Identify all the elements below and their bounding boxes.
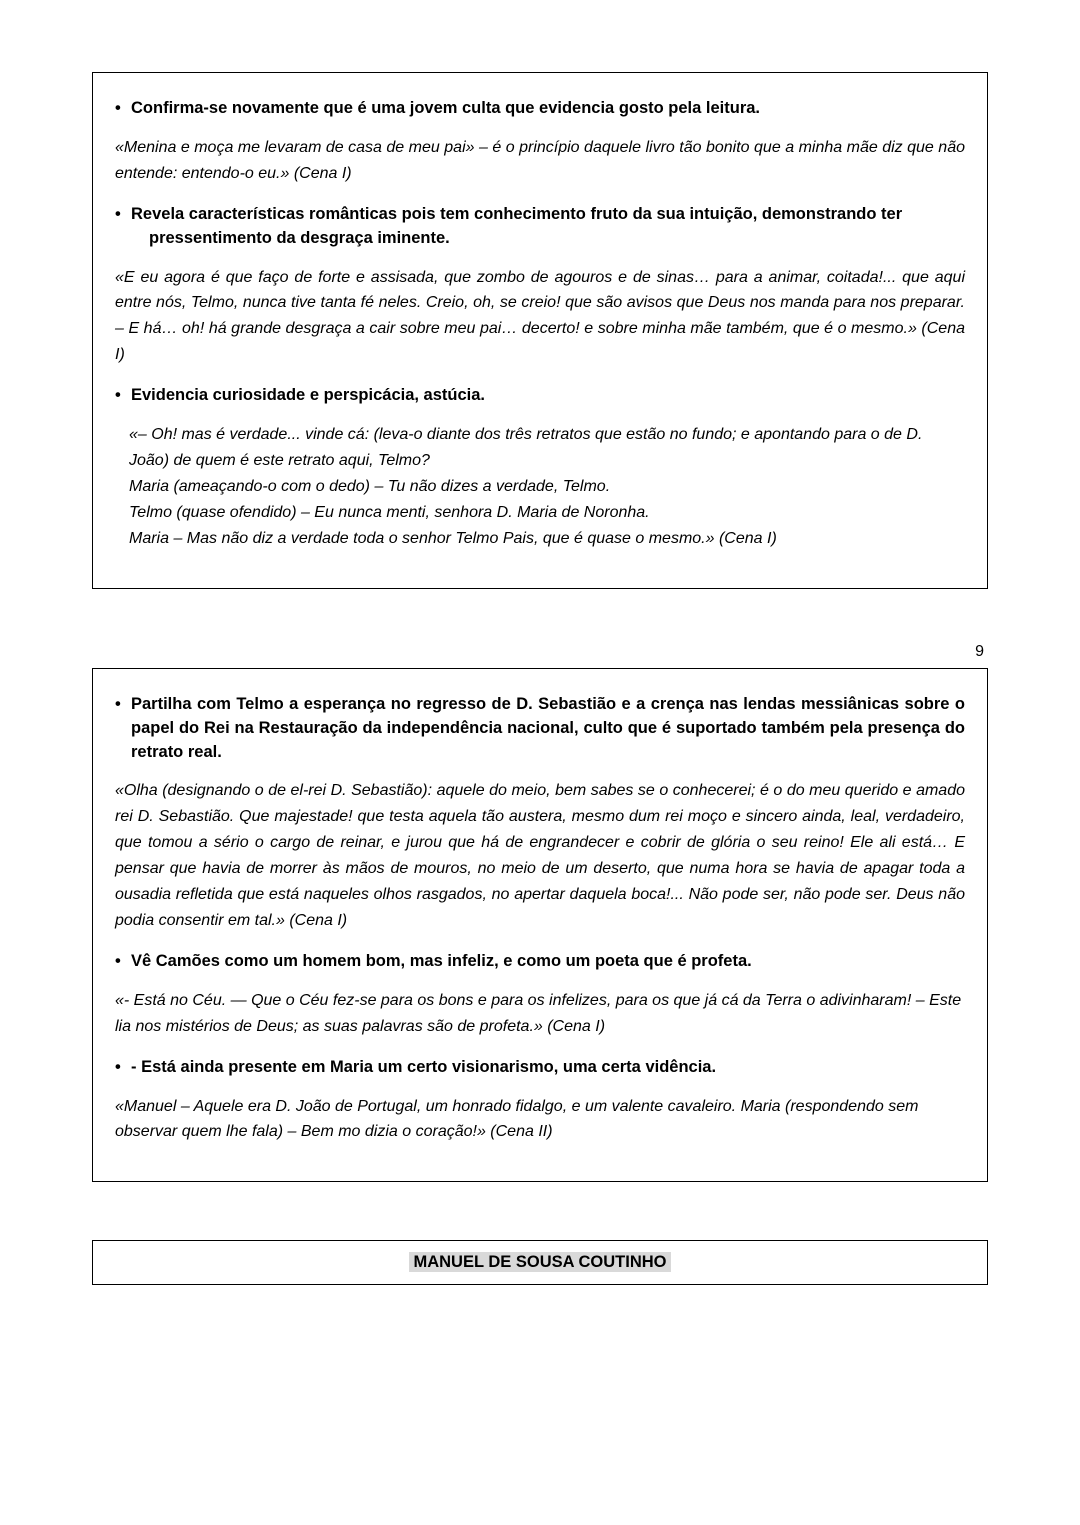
footer-box: [92, 1240, 988, 1285]
bullet-item: [115, 384, 965, 408]
quote-dialogue: [129, 422, 965, 552]
quote-text: «Menina e moça me levaram de casa de meu pai» – é o princípio daquele livro tão bonito que a minha mãe diz que não entende: entendo-o eu.» (Cena I): [115, 138, 965, 182]
bullet-item: [115, 203, 965, 251]
section-spacer: [92, 589, 988, 644]
bullet-heading: Revela características românticas pois tem conhecimento fruto da sua intuição, demonstrando ter pressentimento da desgraça iminente.: [131, 204, 903, 247]
bullet-heading: - Está ainda presente em Maria um certo visionarismo, uma certa vidência.: [131, 1057, 717, 1076]
content-box-2: [92, 668, 988, 1183]
bullet-heading: Confirma-se novamente que é uma jovem culta que evidencia gosto pela leitura.: [131, 99, 761, 117]
bullet-dot: •: [115, 694, 121, 713]
bullet-item: [115, 1056, 965, 1080]
bullet-dot: •: [115, 204, 121, 223]
bullet-heading: Vê Camões como um homem bom, mas infeliz, e como um poeta que é profeta.: [131, 951, 752, 970]
quote-line: Maria – Mas não diz a verdade toda o senhor Telmo Pais, que é quase o mesmo.» (Cena I): [129, 529, 777, 547]
bullet-item: [115, 97, 965, 121]
quote-line: Telmo (quase ofendido) – Eu nunca menti, senhora D. Maria de Noronha.: [129, 503, 650, 521]
quote-text: «Olha (designando o de el-rei D. Sebastião): aquele do meio, bem sabes se o conhecerei; é o do meu querido e amado rei D. Sebastião. Que majestade! que testa aquela tão austera, mesmo dum rei moço e sincero ainda, leal, verdadeiro, que tomou a sério o cargo de reinar, e jurou que há de engrandecer e cobrir de glória o seu reino! Ele ali está… E pensar que havia de morrer às mãos de mouros, no meio de um deserto, que numa hora se havia de apagar toda a ousadia refletida que está naqueles olhos rasgados, no apertar daquela boca!... Não pode ser, não pode ser. Deus não podia consentir em tal.» (Cena I): [115, 782, 965, 929]
bullet-heading: Evidencia curiosidade e perspicácia, astúcia.: [131, 386, 486, 405]
quote-line: «– Oh! mas é verdade... vinde cá: (leva-o diante dos três retratos que estão no fundo; e apontando para o de D. João) de quem é este retrato aqui, Telmo?: [129, 426, 923, 470]
bullet-dot: •: [115, 951, 121, 970]
content-box-1: [92, 72, 988, 589]
bullet-dot: •: [115, 386, 121, 405]
bullet-item: [115, 693, 965, 765]
quote-text: «E eu agora é que faço de forte e assisada, que zombo de agouros e de sinas… para a animar, coitada!... que aqui entre nós, Telmo, nunca tive tanta fé neles. Creio, oh, se creio! que são avisos que Deus nos manda para nos preparar. – E há… oh! há grande desgraça a cair sobre meu pai… decerto! e sobre minha mãe também, que é o mesmo.» (Cena I): [115, 268, 965, 364]
bullet-heading: Partilha com Telmo a esperança no regresso de D. Sebastião e a crença nas lendas messiânicas sobre o papel do Rei na Restauração da independência nacional, culto que é suportado também pela presença do retrato real.: [131, 694, 965, 761]
bullet-item: [115, 950, 965, 974]
bullet-dot: •: [115, 1057, 121, 1076]
bullet-dot: •: [115, 99, 121, 117]
quote-text: «Manuel – Aquele era D. João de Portugal, um honrado fidalgo, e um valente cavaleiro. Maria (respondendo sem observar quem lhe fala) – Bem mo dizia o coração!» (Cena II): [115, 1097, 919, 1141]
quote-text: «- Está no Céu. — Que o Céu fez-se para os bons e para os infelizes, para os que já cá da Terra o adivinharam! – Este lia nos mistérios de Deus; as suas palavras são de profeta.» (Cena I): [115, 991, 962, 1035]
page-number: 9: [975, 642, 984, 660]
quote-line: Maria (ameaçando-o com o dedo) – Tu não dizes a verdade, Telmo.: [129, 477, 611, 495]
footer-title: MANUEL DE SOUSA COUTINHO: [409, 1252, 670, 1272]
